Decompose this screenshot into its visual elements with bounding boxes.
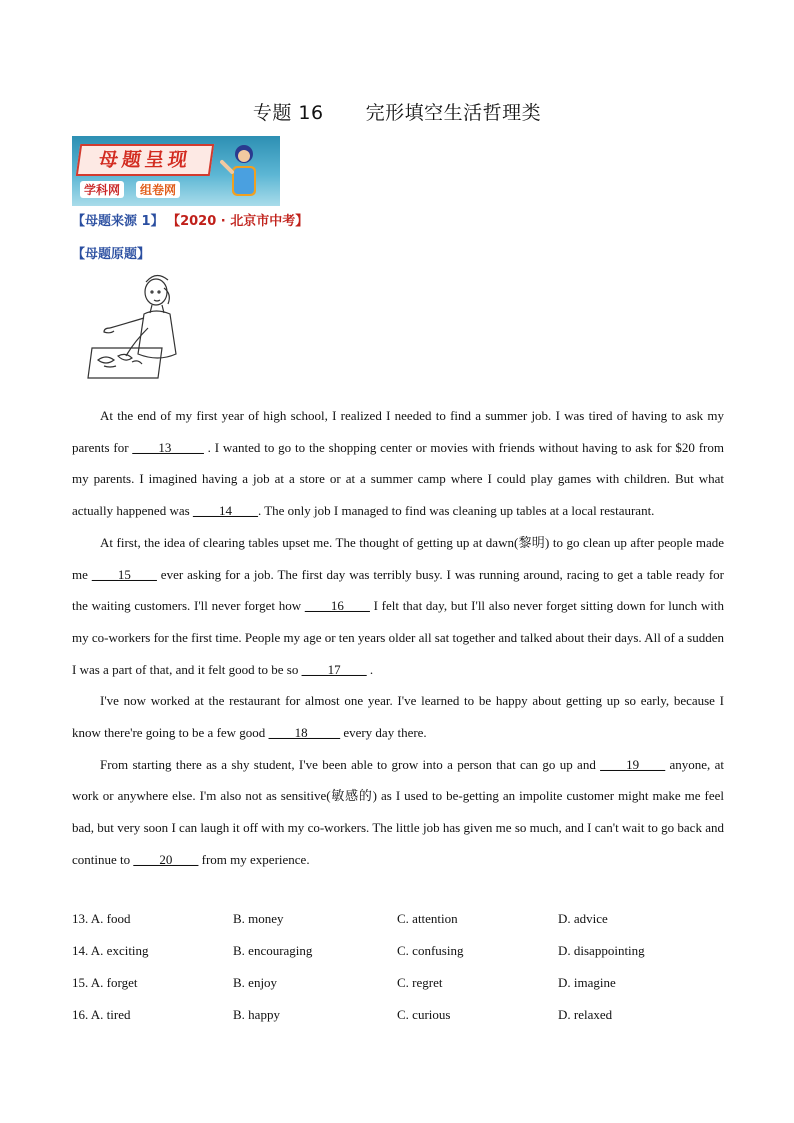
blank-19: ____19____ [600,756,666,772]
passage-text: from my experience. [198,851,310,867]
passage-text: From starting there as a shy student, I've been able to grow into a person that can go up and [100,756,601,772]
passage-text: anyone, at work or anywhere else. I'm also not as sensitive(敏感的) as I used to be-getting an impolite customer might make me feel bad, but very soon I can laugh it off with my co-workers. The little job has given me so much, and I can't wait to go back and continue to [72,756,725,867]
source-value: 【2020 · 北京市中考】 [173,214,309,229]
option-row-14 [72,940,724,972]
blank-20: ____20____ [133,851,199,867]
question-source [72,210,308,229]
passage-paragraph-1 [72,400,724,527]
teacher-figure-icon [220,140,270,204]
option-a: 16. A. tired [72,1007,131,1022]
passage-paragraph-2 [72,527,724,686]
banner-label: 母题呈现 [76,144,214,176]
source-label: 【母题来源 1】 [72,214,164,229]
passage-text: I've now worked at the restaurant for almost one year. I've learned to be happy about getting up so early, because I know there're going to be a few good [72,693,724,741]
passage-text: At the end of my first year of high school, I realized I needed to find a summer job. I was tired of having to ask my parents for [72,408,724,455]
passage-text: ever asking for a job. The first day was terribly busy. I was running around, racing to get a table ready for the waiting customers. I'll never forget how [72,566,724,614]
page-title [0,98,794,125]
passage-text: . I wanted to go to the shopping center or movies with friends without having to ask for $20 from my parents. I imagined having a job at a store or at a summer camp where I could play games with children. But what actually happened was [72,439,724,519]
option-c: C. attention [397,911,458,926]
option-b: B. encouraging [233,943,313,958]
passage-text: I felt that day, but I'll also never forget sitting down for lunch with my co-workers for the first time. People my age or ten years older all sat together and talked about their days. All of a sudden I was a part of that, and it felt good to be so [72,598,725,677]
option-d: D. disappointing [558,943,645,958]
answer-options [72,908,724,1036]
option-c: C. regret [397,975,443,990]
section-banner [72,136,280,206]
option-d: D. imagine [558,975,616,990]
option-c: C. confusing [397,943,464,958]
xuekewang-logo: 学科网 [80,181,124,198]
option-a: 15. A. forget [72,975,138,990]
option-row-15 [72,972,724,1004]
option-c: C. curious [397,1007,451,1022]
blank-14: ____14____ [192,503,258,519]
blank-15: ____15____ [91,566,157,582]
passage-text: . [366,661,374,677]
waitress-clearing-table-illustration [84,270,194,382]
zujuanwang-logo: 组卷网 [136,181,180,198]
passage-text: At first, the idea of clearing tables upset me. The thought of getting up at dawn(黎明) to go clean up after people made me [72,534,724,582]
passage-paragraph-4 [72,749,724,876]
banner-logos [80,178,220,200]
option-b: B. happy [233,1007,280,1022]
option-a: 14. A. exciting [72,943,149,958]
passage-text: every day there. [340,725,427,741]
option-d: D. relaxed [558,1007,613,1022]
blank-13: ____13_____ [132,439,204,455]
passage-paragraph-3 [72,685,724,748]
blank-17: ____17____ [301,661,367,677]
option-a: 13. A. food [72,911,131,926]
title-topic-name: 完形填空生活哲理类 [365,102,542,124]
option-b: B. enjoy [233,975,278,990]
cloze-passage [72,400,724,876]
option-row-16 [72,1004,724,1036]
original-question-heading: 【母题原题】 [72,247,151,262]
option-row-13 [72,908,724,940]
option-d: D. advice [558,911,608,926]
title-topic-number: 专题 16 [252,102,324,124]
blank-16: ____16____ [304,598,370,614]
passage-text: . The only job I managed to find was cleaning up tables at a local restaurant. [257,503,655,519]
blank-18: ____18_____ [268,725,341,741]
option-b: B. money [233,911,284,926]
